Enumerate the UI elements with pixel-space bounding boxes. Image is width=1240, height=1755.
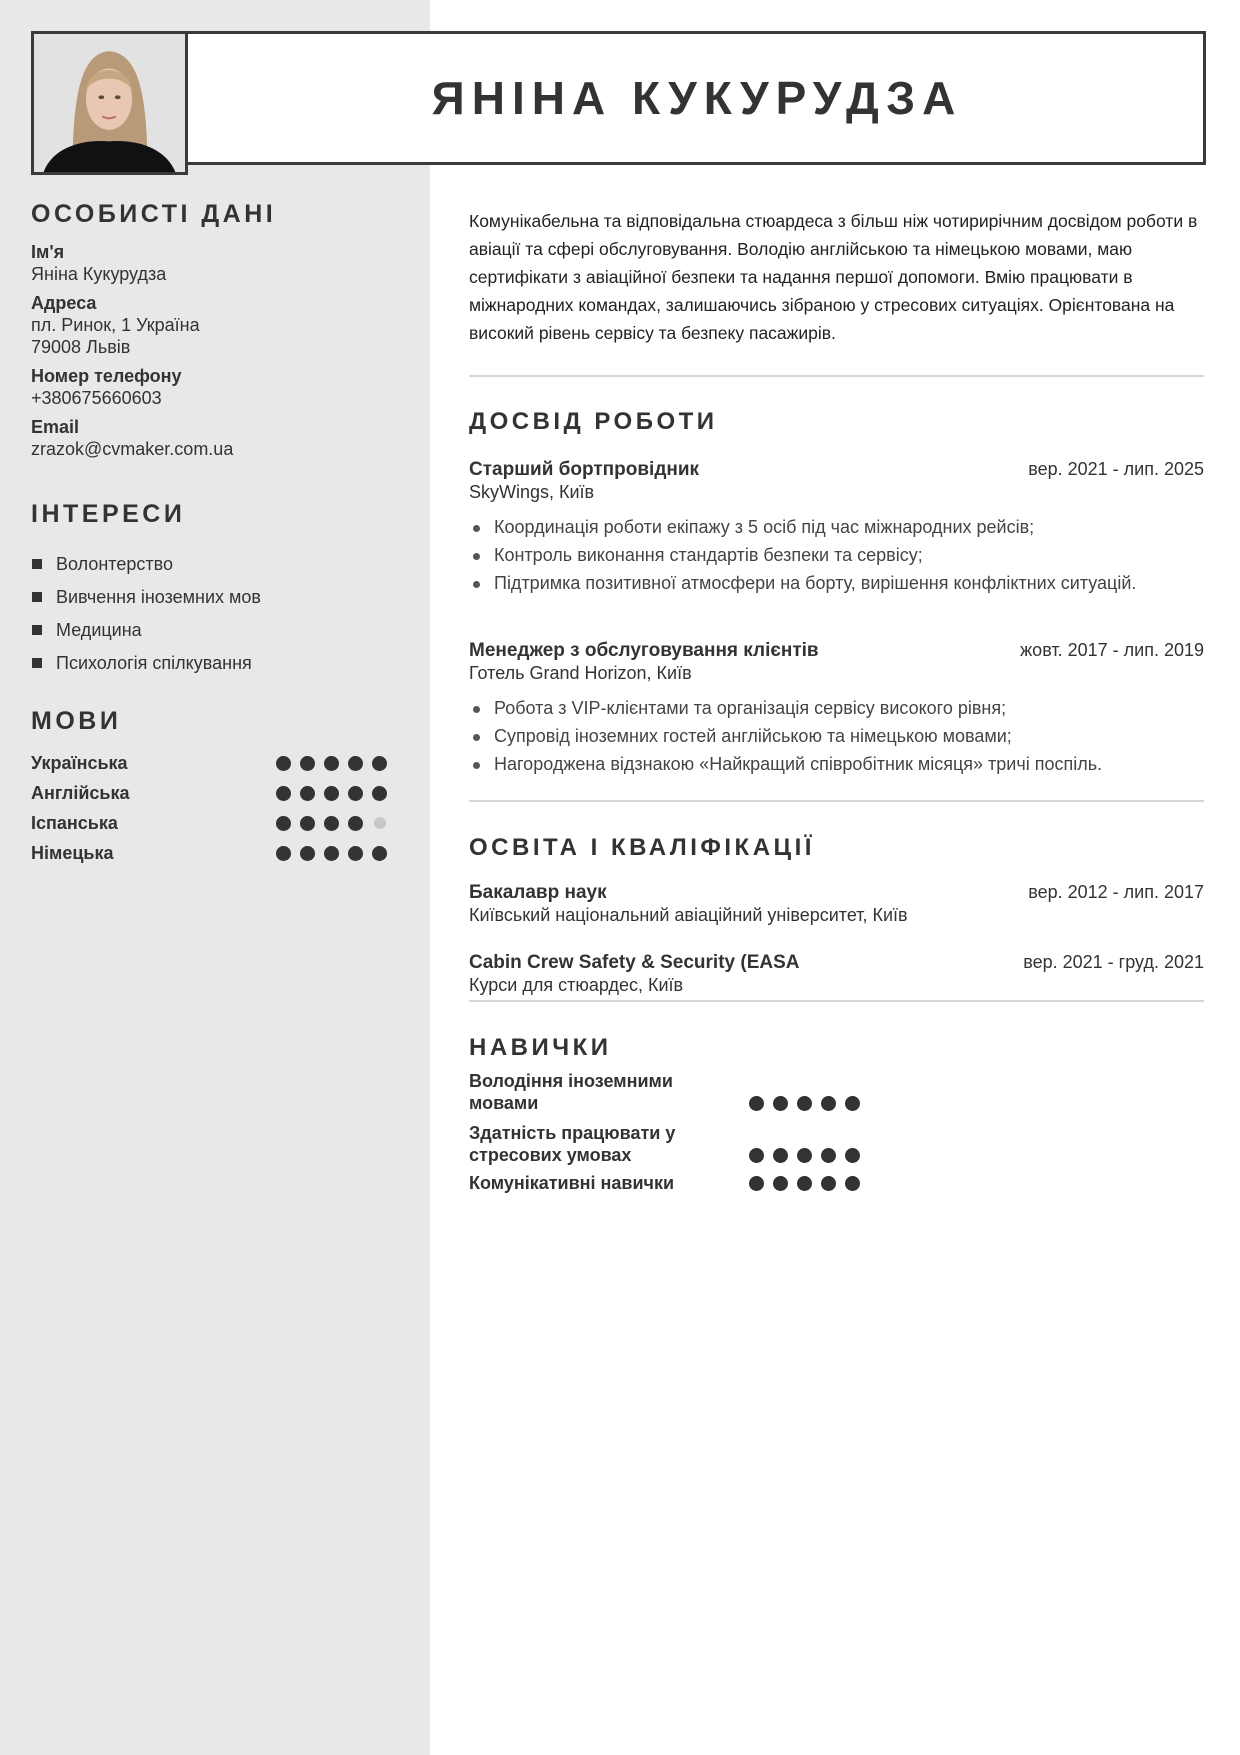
education-place: Курси для стюардес, Київ — [469, 975, 684, 995]
square-bullet-icon — [32, 625, 42, 635]
address-line-2: 79008 Львів — [31, 337, 131, 357]
summary-text: Комунікабельна та відповідальна стюардеса з більш ніж чотирирічним досвідом роботи в авіації та сфері обслуговування. Володію англійською та німецькою мовами, маю сертифікати з авіаційної безпеки та надання першої допомоги. Вмію працювати в міжнародних командах, залишаючись зібраною у стресових ситуаціях. Орієнтована на високий рівень сервісу та безпеку пасажирів. — [469, 211, 1198, 343]
rating-dot-filled-icon — [276, 846, 291, 861]
rating-dot-filled-icon — [300, 816, 315, 831]
rating-dot-filled-icon — [324, 756, 339, 771]
job-entry — [469, 458, 1204, 597]
skills-title: НАВИЧКИ — [469, 1034, 612, 1061]
job-company: Готель Grand Horizon, Київ — [469, 663, 692, 683]
job-entry — [469, 639, 1204, 778]
personal-details-title: ОСОБИСТІ ДАНІ — [31, 200, 277, 228]
interests-section — [31, 500, 391, 679]
bullet-text: Супровід іноземних гостей англійською та німецькою мовами; — [494, 726, 1012, 746]
bullet-icon — [473, 553, 480, 560]
rating-dot-filled-icon — [845, 1096, 860, 1111]
rating-dot-filled-icon — [324, 816, 339, 831]
job-company: SkyWings, Київ — [469, 482, 595, 502]
rating-dot-filled-icon — [372, 756, 387, 771]
skill-name — [469, 1122, 749, 1166]
education-header — [469, 951, 1204, 974]
square-bullet-icon — [32, 559, 42, 569]
job-title: Старший бортпровідник — [469, 459, 700, 480]
name-label: Ім'я — [31, 242, 65, 262]
email-value: zrazok@cvmaker.com.ua — [31, 439, 234, 459]
bullet-icon — [473, 706, 480, 713]
skill-name-line: Володіння іноземними — [469, 1071, 673, 1091]
candidate-name: ЯНІНА КУКУРУДЗА — [431, 72, 963, 124]
divider — [469, 1000, 1204, 1002]
address-group — [31, 292, 391, 358]
phone-value: +380675660603 — [31, 388, 162, 408]
job-header — [469, 639, 1204, 662]
bullet-text: Підтримка позитивної атмосфери на борту, вирішення конфліктних ситуацій. — [494, 573, 1137, 593]
rating-dot-filled-icon — [348, 846, 363, 861]
skill-row — [469, 1114, 1204, 1166]
interest-item — [31, 547, 391, 580]
education-dates: вер. 2021 - груд. 2021 — [1023, 952, 1204, 972]
phone-group — [31, 365, 391, 409]
education-entry — [469, 881, 1204, 926]
language-row — [31, 748, 391, 778]
skill-level-rating — [749, 1148, 860, 1163]
language-name: Німецька — [31, 842, 114, 863]
divider — [469, 800, 1204, 802]
education-dates: вер. 2012 - лип. 2017 — [1028, 882, 1204, 902]
rating-dot-filled-icon — [348, 816, 363, 831]
education-title-text: Cabin Crew Safety & Security (EASA — [469, 952, 800, 973]
personal-details-section — [31, 200, 391, 467]
address-label: Адреса — [31, 293, 97, 313]
bullet-icon — [473, 581, 480, 588]
rating-dot-filled-icon — [300, 756, 315, 771]
job-dates: вер. 2021 - лип. 2025 — [1028, 459, 1204, 479]
rating-dot-filled-icon — [821, 1148, 836, 1163]
skill-row — [469, 1062, 1204, 1114]
phone-label: Номер телефону — [31, 366, 182, 386]
interest-item — [31, 580, 391, 613]
job-dates: жовт. 2017 - лип. 2019 — [1020, 640, 1204, 660]
profile-photo — [31, 31, 188, 175]
job-bullets — [469, 513, 1204, 597]
languages-section — [31, 707, 391, 868]
interest-item — [31, 613, 391, 646]
rating-dot-filled-icon — [749, 1176, 764, 1191]
list-item — [469, 750, 1204, 778]
rating-dot-filled-icon — [276, 756, 291, 771]
email-group — [31, 416, 391, 460]
list-item — [469, 569, 1204, 597]
language-name: Українська — [31, 752, 128, 773]
rating-dot-filled-icon — [300, 846, 315, 861]
bullet-icon — [473, 525, 480, 532]
bullet-icon — [473, 734, 480, 741]
job-bullets — [469, 694, 1204, 778]
language-row — [31, 808, 391, 838]
language-row — [31, 838, 391, 868]
education-title: ОСВІТА І КВАЛІФІКАЦІЇ — [469, 834, 815, 861]
name-value: Яніна Кукурудза — [31, 264, 167, 284]
language-list — [31, 748, 391, 868]
list-item — [469, 694, 1204, 722]
rating-dot-filled-icon — [773, 1176, 788, 1191]
skill-name — [469, 1172, 749, 1194]
rating-dot-filled-icon — [821, 1096, 836, 1111]
square-bullet-icon — [32, 592, 42, 602]
skill-level-rating — [749, 1096, 860, 1111]
job-title: Менеджер з обслуговування клієнтів — [469, 640, 819, 661]
interest-label: Психологія спілкування — [56, 652, 252, 673]
experience-section — [469, 408, 1204, 778]
rating-dot-filled-icon — [749, 1148, 764, 1163]
skill-level-rating — [749, 1176, 860, 1191]
rating-dot-empty-icon — [374, 817, 386, 829]
bullet-text: Робота з VIP-клієнтами та організація сервісу високого рівня; — [494, 698, 1007, 718]
bullet-text: Контроль виконання стандартів безпеки та сервісу; — [494, 545, 923, 565]
rating-dot-filled-icon — [845, 1176, 860, 1191]
list-item — [469, 722, 1204, 750]
rating-dot-filled-icon — [845, 1148, 860, 1163]
bullet-text: Нагороджена відзнакою «Найкращий співробітник місяця» тричі поспіль. — [494, 754, 1103, 774]
rating-dot-filled-icon — [372, 786, 387, 801]
education-place: Київський національний авіаційний університет, Київ — [469, 905, 908, 925]
rating-dot-filled-icon — [773, 1148, 788, 1163]
rating-dot-filled-icon — [797, 1096, 812, 1111]
skills-section — [469, 1034, 1204, 1194]
rating-dot-filled-icon — [773, 1096, 788, 1111]
rating-dot-filled-icon — [348, 756, 363, 771]
rating-dot-filled-icon — [797, 1176, 812, 1191]
name-group — [31, 241, 391, 285]
job-header — [469, 458, 1204, 481]
rating-dot-filled-icon — [749, 1096, 764, 1111]
list-item — [469, 541, 1204, 569]
education-section — [469, 834, 1204, 996]
education-entry — [469, 951, 1204, 996]
experience-title: ДОСВІД РОБОТИ — [469, 408, 718, 435]
rating-dot-filled-icon — [276, 816, 291, 831]
square-bullet-icon — [32, 658, 42, 668]
bullet-text: Координація роботи екіпажу з 5 осіб під час міжнародних рейсів; — [494, 517, 1035, 537]
interests-title: ІНТЕРЕСИ — [31, 500, 186, 528]
rating-dot-filled-icon — [372, 846, 387, 861]
rating-dot-filled-icon — [348, 786, 363, 801]
language-row — [31, 778, 391, 808]
education-header — [469, 881, 1204, 904]
language-level-rating — [276, 816, 387, 831]
language-level-rating — [276, 846, 387, 861]
skill-name-line: Комунікативні навички — [469, 1173, 675, 1193]
language-name: Англійська — [31, 782, 130, 803]
list-item — [469, 513, 1204, 541]
skill-row — [469, 1166, 1204, 1194]
address-line-1: пл. Ринок, 1 Україна — [31, 315, 200, 335]
skill-name-line: стресових умовах — [469, 1145, 632, 1165]
divider — [469, 375, 1204, 377]
interest-item — [31, 646, 391, 679]
bullet-icon — [473, 762, 480, 769]
interest-label: Вивчення іноземних мов — [56, 586, 261, 607]
education-title-text: Бакалавр наук — [469, 882, 607, 903]
rating-dot-filled-icon — [324, 846, 339, 861]
rating-dot-filled-icon — [797, 1148, 812, 1163]
summary-section — [469, 207, 1204, 347]
rating-dot-filled-icon — [821, 1176, 836, 1191]
skill-name — [469, 1070, 749, 1114]
languages-title: МОВИ — [31, 707, 122, 735]
rating-dot-filled-icon — [300, 786, 315, 801]
language-level-rating — [276, 756, 387, 771]
language-level-rating — [276, 786, 387, 801]
skill-name-line: мовами — [469, 1093, 539, 1113]
language-name: Іспанська — [31, 812, 118, 833]
interest-label: Волонтерство — [56, 553, 173, 574]
rating-dot-filled-icon — [324, 786, 339, 801]
interest-label: Медицина — [56, 619, 142, 640]
skill-name-line: Здатність працювати у — [469, 1123, 676, 1143]
rating-dot-filled-icon — [276, 786, 291, 801]
email-label: Email — [31, 417, 80, 437]
